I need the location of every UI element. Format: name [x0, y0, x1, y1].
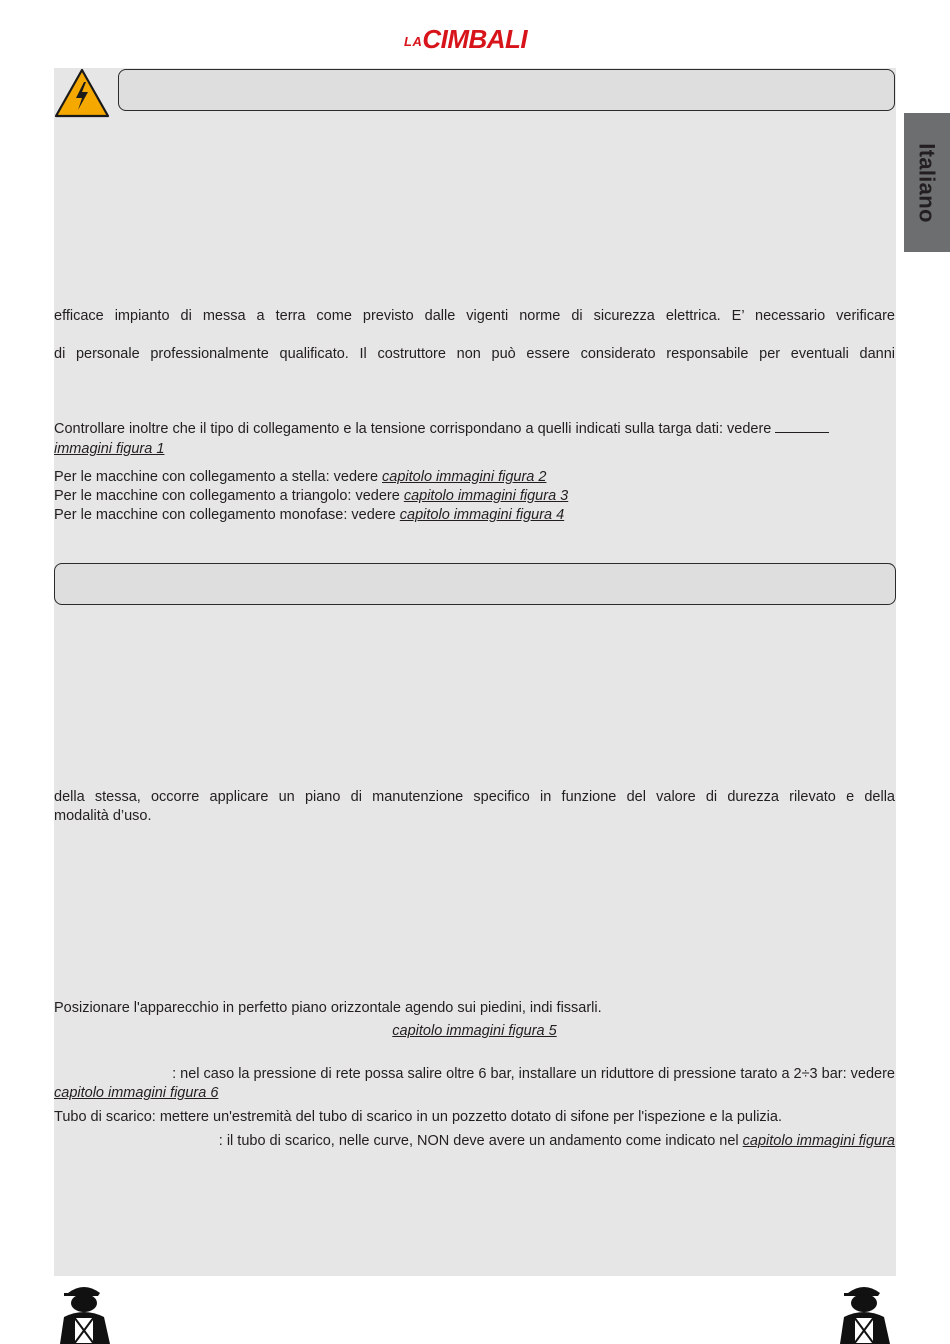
mono-connection-text: Per le macchine con collegamento monofase: vedere — [54, 507, 400, 523]
water-line-2: modalità d’uso. — [54, 808, 152, 824]
electrical-line-2: di personale professionalmente qualificato. Il costruttore non può essere considerato responsabile per eventuali danni — [54, 346, 895, 362]
voltage-check-link-line — [54, 440, 895, 459]
section-title-electrical — [118, 69, 895, 111]
figure-6-line — [54, 1084, 895, 1103]
blank-line — [775, 420, 829, 433]
triangle-connection-text: Per le macchine con collegamento a triangolo: vedere — [54, 488, 404, 504]
mono-connection-line — [54, 506, 895, 525]
curve-link-tail-line — [54, 1154, 895, 1173]
technician-icon — [834, 1283, 896, 1344]
link-figure-4[interactable]: capitolo immagini figura 4 — [399, 507, 565, 523]
curve-paragraph — [158, 1132, 895, 1151]
link-figure-5[interactable]: capitolo immagini figura 5 — [392, 1023, 557, 1039]
star-connection-text: Per le macchine con collegamento a stella: vedere — [54, 469, 383, 485]
levelling-paragraph: Posizionare l'apparecchio in perfetto piano orizzontale agendo sui piedini, indi fissarli. — [54, 1000, 602, 1016]
section-title-water — [54, 563, 896, 605]
link-figure-3[interactable]: capitolo immagini figura 3 — [403, 488, 569, 504]
drain-paragraph: Tubo di scarico: mettere un'estremità del tubo di scarico in un pozzetto dotato di sifone per l'ispezione e la pulizia. — [54, 1109, 782, 1125]
link-figure-6[interactable]: capitolo immagini figura 6 — [54, 1085, 219, 1101]
lacimbali-logo — [404, 22, 546, 56]
voltage-check-text: Controllare inoltre che il tipo di collegamento e la tensione corrispondano a quelli indicati sulla targa dati: vedere — [54, 421, 772, 437]
water-line-1: della stessa, occorre applicare un piano di manutenzione specifico in funzione del valore di durezza rilevato e della — [54, 789, 895, 805]
figure-5-line — [54, 1022, 895, 1041]
technician-icon — [54, 1283, 116, 1344]
electrical-line-1: efficace impianto di messa a terra come previsto dalle vigenti norme di sicurezza elettrica. E’ necessario verificare — [54, 308, 895, 324]
warning-electric-icon — [54, 68, 110, 118]
logo-name: CIMBALI — [422, 24, 528, 54]
language-tab-label: Italiano — [915, 142, 941, 223]
star-connection-line — [54, 468, 895, 487]
language-tab[interactable] — [904, 113, 950, 252]
pressure-paragraph: : nel caso la pressione di rete possa salire oltre 6 bar, installare un riduttore di pressione tarato a 2÷3 bar: vedere — [172, 1066, 895, 1082]
link-figure-2[interactable]: capitolo immagini figura 2 — [382, 469, 547, 485]
link-figure-curve[interactable]: capitolo immagini figura — [742, 1133, 895, 1149]
voltage-check-paragraph — [54, 420, 895, 439]
triangle-connection-line — [54, 487, 895, 506]
curve-text: : il tubo di scarico, nelle curve, NON deve avere un andamento come indicato nel — [218, 1133, 743, 1149]
logo-prefix: LA — [404, 34, 423, 49]
link-figure-1[interactable]: immagini figura 1 — [54, 441, 165, 457]
